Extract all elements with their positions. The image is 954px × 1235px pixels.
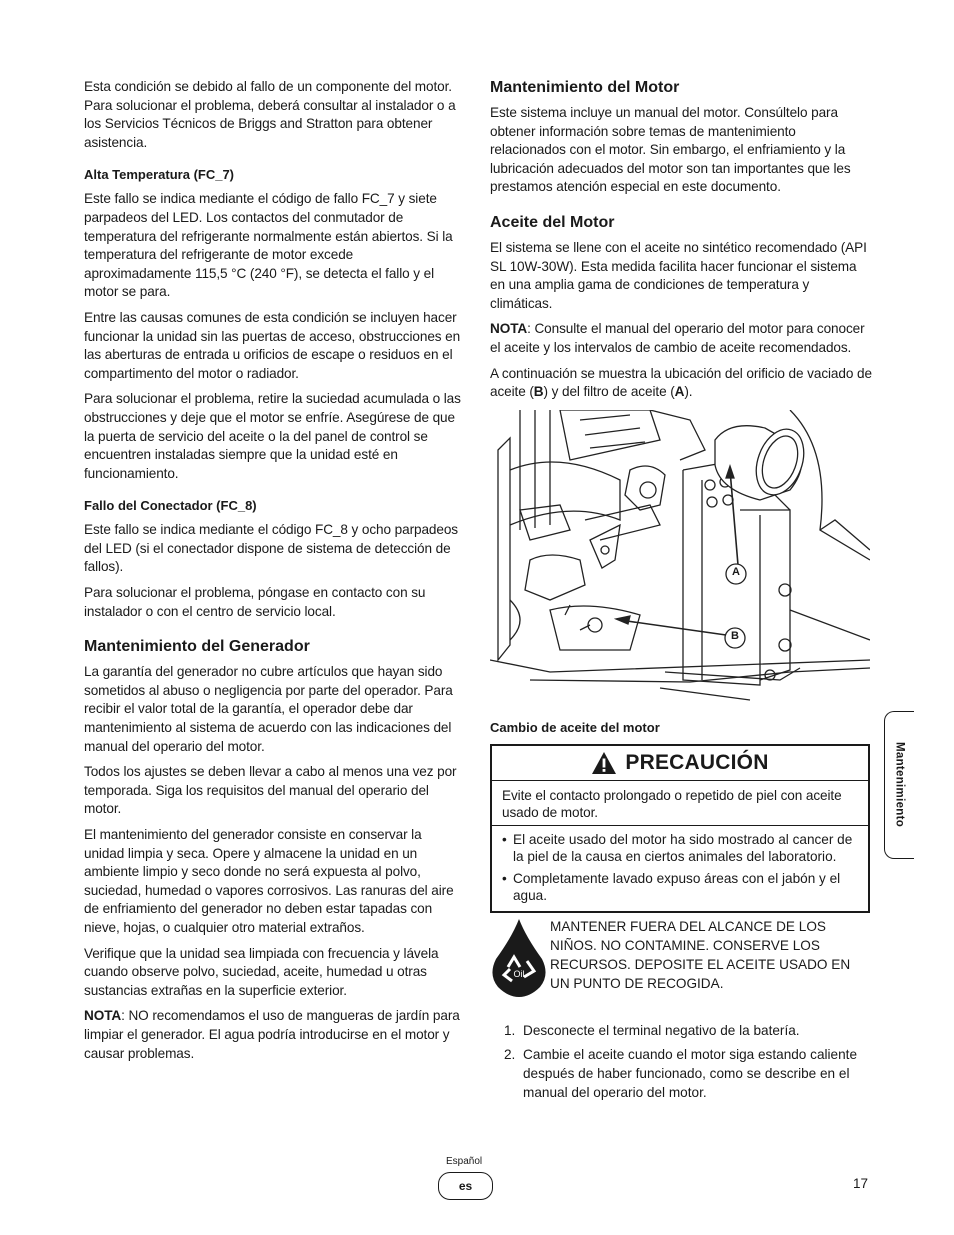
note-text: : Consulte el manual del operario del motor para conocer el aceite y los intervalos de cambio de aceite recomendados.: [490, 321, 865, 355]
caution-intro: [492, 781, 868, 826]
engine-oil-illustration: [490, 410, 870, 708]
step-number: 1.: [504, 1022, 516, 1038]
left-column: [84, 78, 464, 1070]
location-text: ).: [684, 384, 693, 400]
engine-paragraph: Este sistema incluye un manual del motor. Consúltelo para obtener información sobre temas de mantenimiento relacionados con el motor. Sin embargo, el enfriamiento y la lubricación adecuados del motor son tan importantes que les prestamos atención especial en este documento.: [490, 105, 851, 195]
figure-caption: Cambio de aceite del motor: [490, 719, 660, 735]
note-label: NOTA: [84, 1008, 122, 1024]
heading-fc7: Alta Temperatura (FC_7): [84, 167, 235, 183]
oil-drop-recycle-icon: [490, 917, 550, 1002]
warning-triangle-icon: [591, 751, 617, 775]
location-b: B: [533, 384, 544, 400]
right-column: [490, 78, 872, 1108]
caution-bullet-list: [492, 826, 868, 911]
step-text: Cambie el aceite cuando el motor siga estando caliente después de haber funcionado, como se describe en el manual del operario del motor.: [523, 1047, 858, 1100]
recycle-text: MANTENER FUERA DEL ALCANCE DE LOS NIÑOS. NO CONTAMINE. CONSERVE LOS RECURSOS. DEPOSITE EL ACEITE USADO EN UN PUNTO DE RECOGIDA.: [550, 918, 851, 991]
oil-change-steps: [490, 1022, 872, 1102]
step-item: [490, 1022, 872, 1041]
heading-engine-maintenance: Mantenimiento del Motor: [490, 79, 680, 96]
location-a: A: [674, 384, 685, 400]
oil-note: [490, 320, 872, 357]
fc8-paragraph-2: Para solucionar el problema, póngase en contacto con su instalador o con el centro de servicio local.: [84, 585, 426, 619]
note-label: NOTA: [490, 321, 528, 337]
heading-generator-maintenance: Mantenimiento del Generador: [84, 638, 310, 656]
page-number: 17: [853, 1176, 869, 1191]
location-text: ) y del filtro de aceite (: [543, 384, 675, 400]
location-paragraph: [490, 365, 872, 402]
generator-paragraph-4: Verifique que la unidad sea limpiada con frecuencia y lávela cuando observe polvo, suciedad, aceite, humedad u otras sustancias extrañas en la superficie exterior.: [84, 945, 439, 998]
step-item: [490, 1046, 872, 1102]
oil-label: Oil: [513, 968, 525, 979]
step-text: Desconecte el terminal negativo de la batería.: [523, 1022, 800, 1038]
intro-paragraph: Esta condición se debido al fallo de un componente del motor. Para solucionar el problema, deberá consultar al instalador o a los Servicios Técnicos de Briggs and Stratton para obtener asistencia.: [84, 79, 456, 150]
caution-box: [490, 744, 870, 913]
caution-bullet: • El aceite usado del motor ha sido mostrado al cancer de la piel de la causa en ciertos animales del laboratorio.: [502, 831, 858, 866]
caution-intro-text: Evite el contacto prolongado o repetido de piel con aceite usado de motor.: [502, 787, 842, 820]
fc7-paragraph-2: Entre las causas comunes de esta condición se incluyen hacer funcionar la unidad sin las puertas de acceso, obstrucciones en las aberturas de entrada u orificios de escape o residuos en el compartimento del motor o radiador.: [84, 309, 461, 381]
heading-engine-oil: Aceite del Motor: [490, 213, 615, 231]
callout-a: A: [732, 565, 740, 578]
generator-paragraph-2: Todos los ajustes se deben llevar a cabo al menos una vez por temporada. Siga los requisitos del manual del operario del motor.: [84, 764, 457, 817]
step-number: 2.: [504, 1047, 516, 1063]
callout-b: B: [731, 629, 739, 642]
fc7-paragraph-3: Para solucionar el problema, retire la suciedad acumulada o las obstrucciones y deje que el motor se enfríe. Asegúrese de que la puerta de servicio del aceite o la del panel de control se encuentren instaladas siempre que la unidad esté en funcionamiento.: [84, 391, 461, 481]
language-badge: es: [438, 1172, 493, 1200]
fc8-paragraph-1: Este fallo se indica mediante el código FC_8 y ocho parpadeos del LED (si el conectador dispone de sistema de detección de fallos).: [84, 522, 459, 575]
generator-note: [84, 1007, 464, 1063]
heading-fc8: Fallo del Conectador (FC_8): [84, 498, 257, 514]
location-text: A continuación se muestra la ubicación del orificio de vaciado de aceite (: [490, 365, 872, 400]
generator-paragraph-3: El mantenimiento del generador consiste en conservar la unidad limpia y seca. Opere y almacene la unidad en un ambiente limpio y seco donde no será expuesta al polvo, suciedad, humedad o vapores corrosivos. Las ranuras del aire de enfriamiento del generador no deben estar tapadas con nieve, hojas, o cualquier otro material extraños.: [84, 827, 454, 935]
oil-recycle-notice: [490, 917, 872, 1002]
generator-paragraph-1: La garantía del generador no cubre artículos que hayan sido sometidos al abuso o negligencia por parte del operador. Para recibir el valor total de la garantía, el operador debe dar mantenimiento al sistema de acuerdo con las indicaciones del manual del operario del motor.: [84, 664, 453, 754]
caution-bullet: • Completamente lavado expuso áreas con el jabón y el agua.: [502, 870, 858, 905]
oil-paragraph: El sistema se llene con el aceite no sintético recomendado (API SL 10W-30W). Esta medida facilita hacer funcionar el sistema en una amplia gama de condiciones de temperatura y climáticas.: [490, 239, 867, 311]
note-text: : NO recomendamos el uso de mangueras de jardín para limpiar el generador. El agua podría introducirse en el motor y causar problemas.: [84, 1008, 460, 1061]
side-tab-label: Mantenimiento: [893, 742, 906, 828]
language-label: Español: [446, 1156, 483, 1167]
section-side-tab: [884, 711, 914, 859]
fc7-paragraph-1: Este fallo se indica mediante el código de fallo FC_7 y siete parpadeos del LED. Los contactos del conmutador de temperatura del refrigerante normalmente están abiertos. Si la temperatura del refrigerante de motor excede aproximadamente 115,5 °C (240 °F), se detecta el fallo y el motor se para.: [84, 191, 453, 300]
caution-title: PRECAUCIÓN: [625, 750, 769, 774]
caution-header: [492, 746, 868, 781]
